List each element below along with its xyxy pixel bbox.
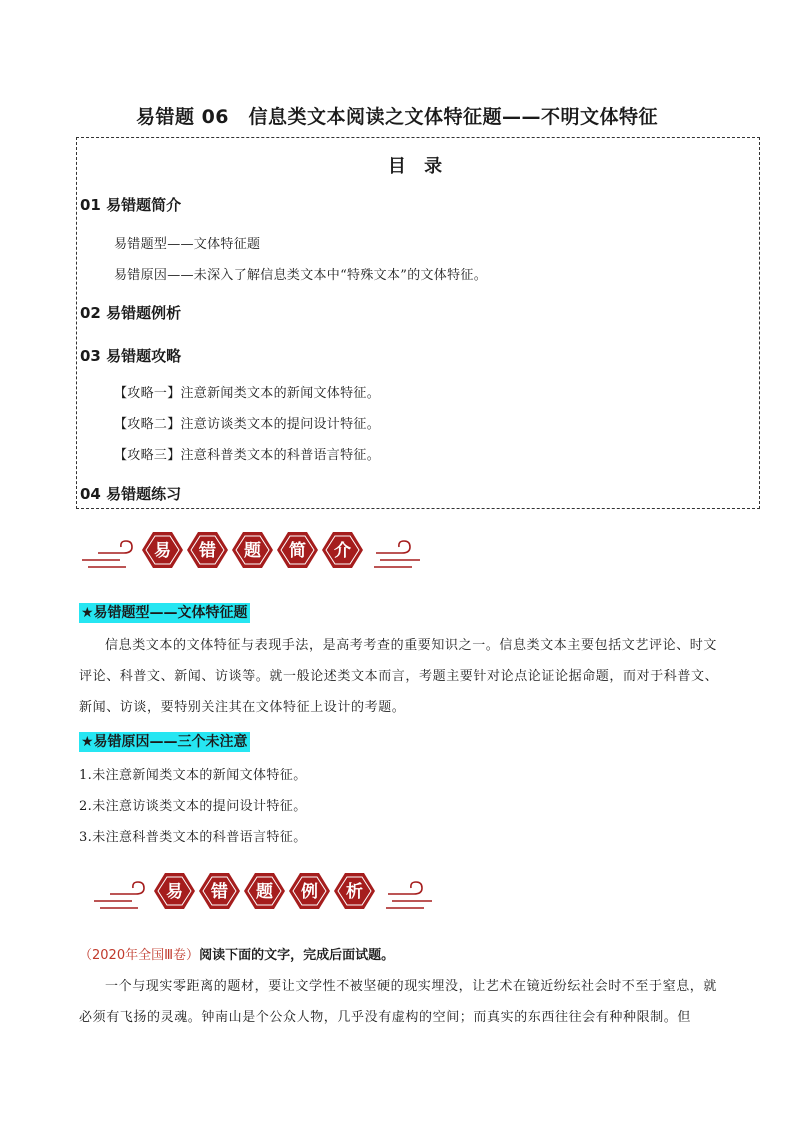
banner-char: 例 <box>301 882 318 902</box>
document-title: 易错题 06 信息类文本阅读之文体特征题——不明文体特征 <box>135 106 659 128</box>
toc-strategy-line: 【攻略二】注意访谈类文本的提问设计特征。 <box>114 417 381 432</box>
toc-intro-line: 易错原因——未深入了解信息类文本中“特殊文本”的文体特征。 <box>114 268 487 283</box>
example-instruction: 阅读下面的文字，完成后面试题。 <box>199 948 395 963</box>
banner-char: 析 <box>346 882 363 902</box>
toc-section-02: 02 易错题例析 <box>80 304 182 322</box>
toc-strategy-line: 【攻略一】注意新闻类文本的新闻文体特征。 <box>114 386 381 401</box>
banner-hexagons <box>142 532 363 568</box>
example-source-line <box>79 944 394 963</box>
cloud-ornament-left <box>94 882 144 908</box>
banner-char: 介 <box>334 541 351 561</box>
banner-char: 错 <box>199 541 216 561</box>
exam-source: （2020年全国Ⅲ卷） <box>79 948 200 963</box>
toc-section-01: 01 易错题简介 <box>80 196 182 214</box>
highlight-heading-type: ★易错题型——文体特征题 <box>81 605 248 621</box>
cause-item: 3.未注意科普类文本的科普语言特征。 <box>79 830 307 845</box>
banner-hexagons <box>154 873 375 909</box>
banner-char: 易 <box>166 882 183 902</box>
table-of-contents <box>76 137 760 509</box>
toc-intro-line: 易错题型——文体特征题 <box>114 237 261 252</box>
cloud-ornament-right <box>386 882 432 908</box>
toc-section-03: 03 易错题攻略 <box>80 347 182 365</box>
banner-char: 题 <box>244 541 261 561</box>
cause-item: 2.未注意访谈类文本的提问设计特征。 <box>79 799 307 814</box>
toc-section-04: 04 易错题练习 <box>80 485 182 503</box>
banner-char: 错 <box>211 882 228 902</box>
intro-paragraph: 信息类文本的文体特征与表现手法，是高考考查的重要知识之一。信息类文本主要包括文艺评论、时文评论、科普文、新闻、访谈等。就一般论述类文本而言，考题主要针对论点论证论据命题，而对于科普文、新闻、访谈，要特别关注其在文体特征上设计的考题。 <box>79 638 719 715</box>
cloud-ornament-left <box>82 541 132 567</box>
highlight-heading-cause: ★易错原因——三个未注意 <box>81 734 248 750</box>
toc-strategy-line: 【攻略三】注意科普类文本的科普语言特征。 <box>114 448 381 463</box>
banner-char: 题 <box>256 882 273 902</box>
section-banner-examples <box>92 868 452 914</box>
cause-item: 1.未注意新闻类文本的新闻文体特征。 <box>79 768 307 783</box>
section-banner-intro <box>80 527 440 573</box>
example-paragraph: 一个与现实零距离的题材，要让文学性不被坚硬的现实埋没，让艺术在镜近纷纭社会时不至于窒息，就必须有飞扬的灵魂。钟南山是个公众人物，几乎没有虚构的空间；而真实的东西往往会有种种限制。但 <box>79 979 718 1025</box>
cloud-ornament-right <box>374 541 420 567</box>
toc-heading: 目 录 <box>387 156 449 177</box>
banner-char: 易 <box>154 541 171 561</box>
banner-char: 简 <box>289 541 306 561</box>
